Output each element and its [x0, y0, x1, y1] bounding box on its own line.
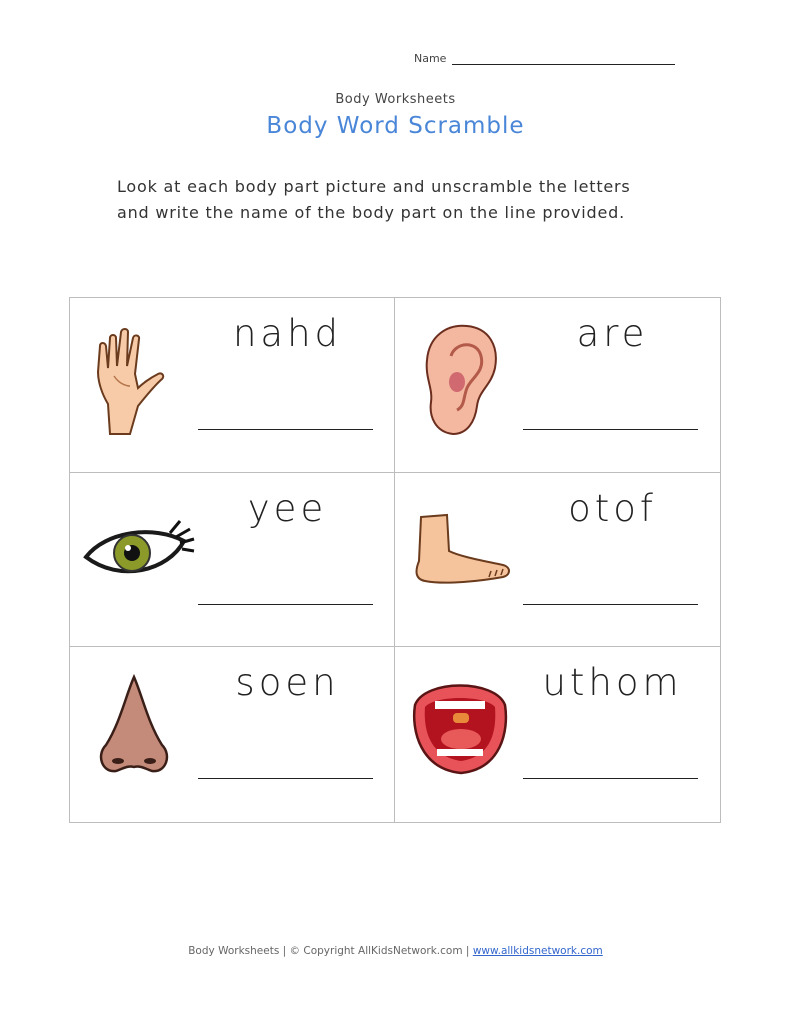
scrambled-word: otof — [568, 486, 657, 530]
answer-line[interactable] — [198, 429, 373, 430]
scramble-grid — [69, 297, 721, 823]
answer-line[interactable] — [198, 604, 373, 605]
scrambled-word: are — [576, 312, 649, 355]
worksheet-subtitle: Body Worksheets — [335, 92, 456, 107]
scramble-cell-ear — [395, 298, 720, 473]
scramble-cell-mouth — [395, 647, 720, 822]
scramble-cell-nose — [70, 647, 395, 822]
answer-line[interactable] — [198, 778, 373, 779]
footer — [0, 945, 791, 957]
scramble-cell-foot — [395, 473, 720, 648]
nose-icon — [80, 665, 198, 785]
instructions: Look at each body part picture and unscramble the letters and write the name of the body part on the line provided. — [117, 177, 631, 222]
name-label: Name — [414, 52, 447, 65]
foot-icon — [405, 491, 523, 611]
footer-website-link[interactable]: www.allkidsnetwork.com — [472, 945, 603, 957]
hand-icon — [80, 316, 198, 436]
footer-separator: | — [465, 945, 470, 957]
scrambled-word: soen — [235, 661, 340, 705]
scramble-cell-eye — [70, 473, 395, 648]
answer-line[interactable] — [523, 604, 698, 605]
scrambled-word: nahd — [232, 312, 343, 355]
mouth-icon — [405, 665, 523, 785]
ear-icon — [405, 316, 523, 436]
scramble-cell-hand — [70, 298, 395, 473]
answer-line[interactable] — [523, 778, 698, 779]
name-answer-line[interactable] — [452, 64, 675, 65]
footer-separator: | — [282, 945, 287, 957]
footer-label: Body Worksheets — [188, 945, 280, 957]
footer-copyright: © Copyright AllKidsNetwork.com — [289, 945, 463, 957]
scrambled-word: uthom — [542, 661, 683, 705]
scrambled-word: yee — [247, 486, 328, 530]
eye-icon — [80, 491, 198, 611]
answer-line[interactable] — [523, 429, 698, 430]
worksheet-title: Body Word Scramble — [266, 113, 525, 139]
